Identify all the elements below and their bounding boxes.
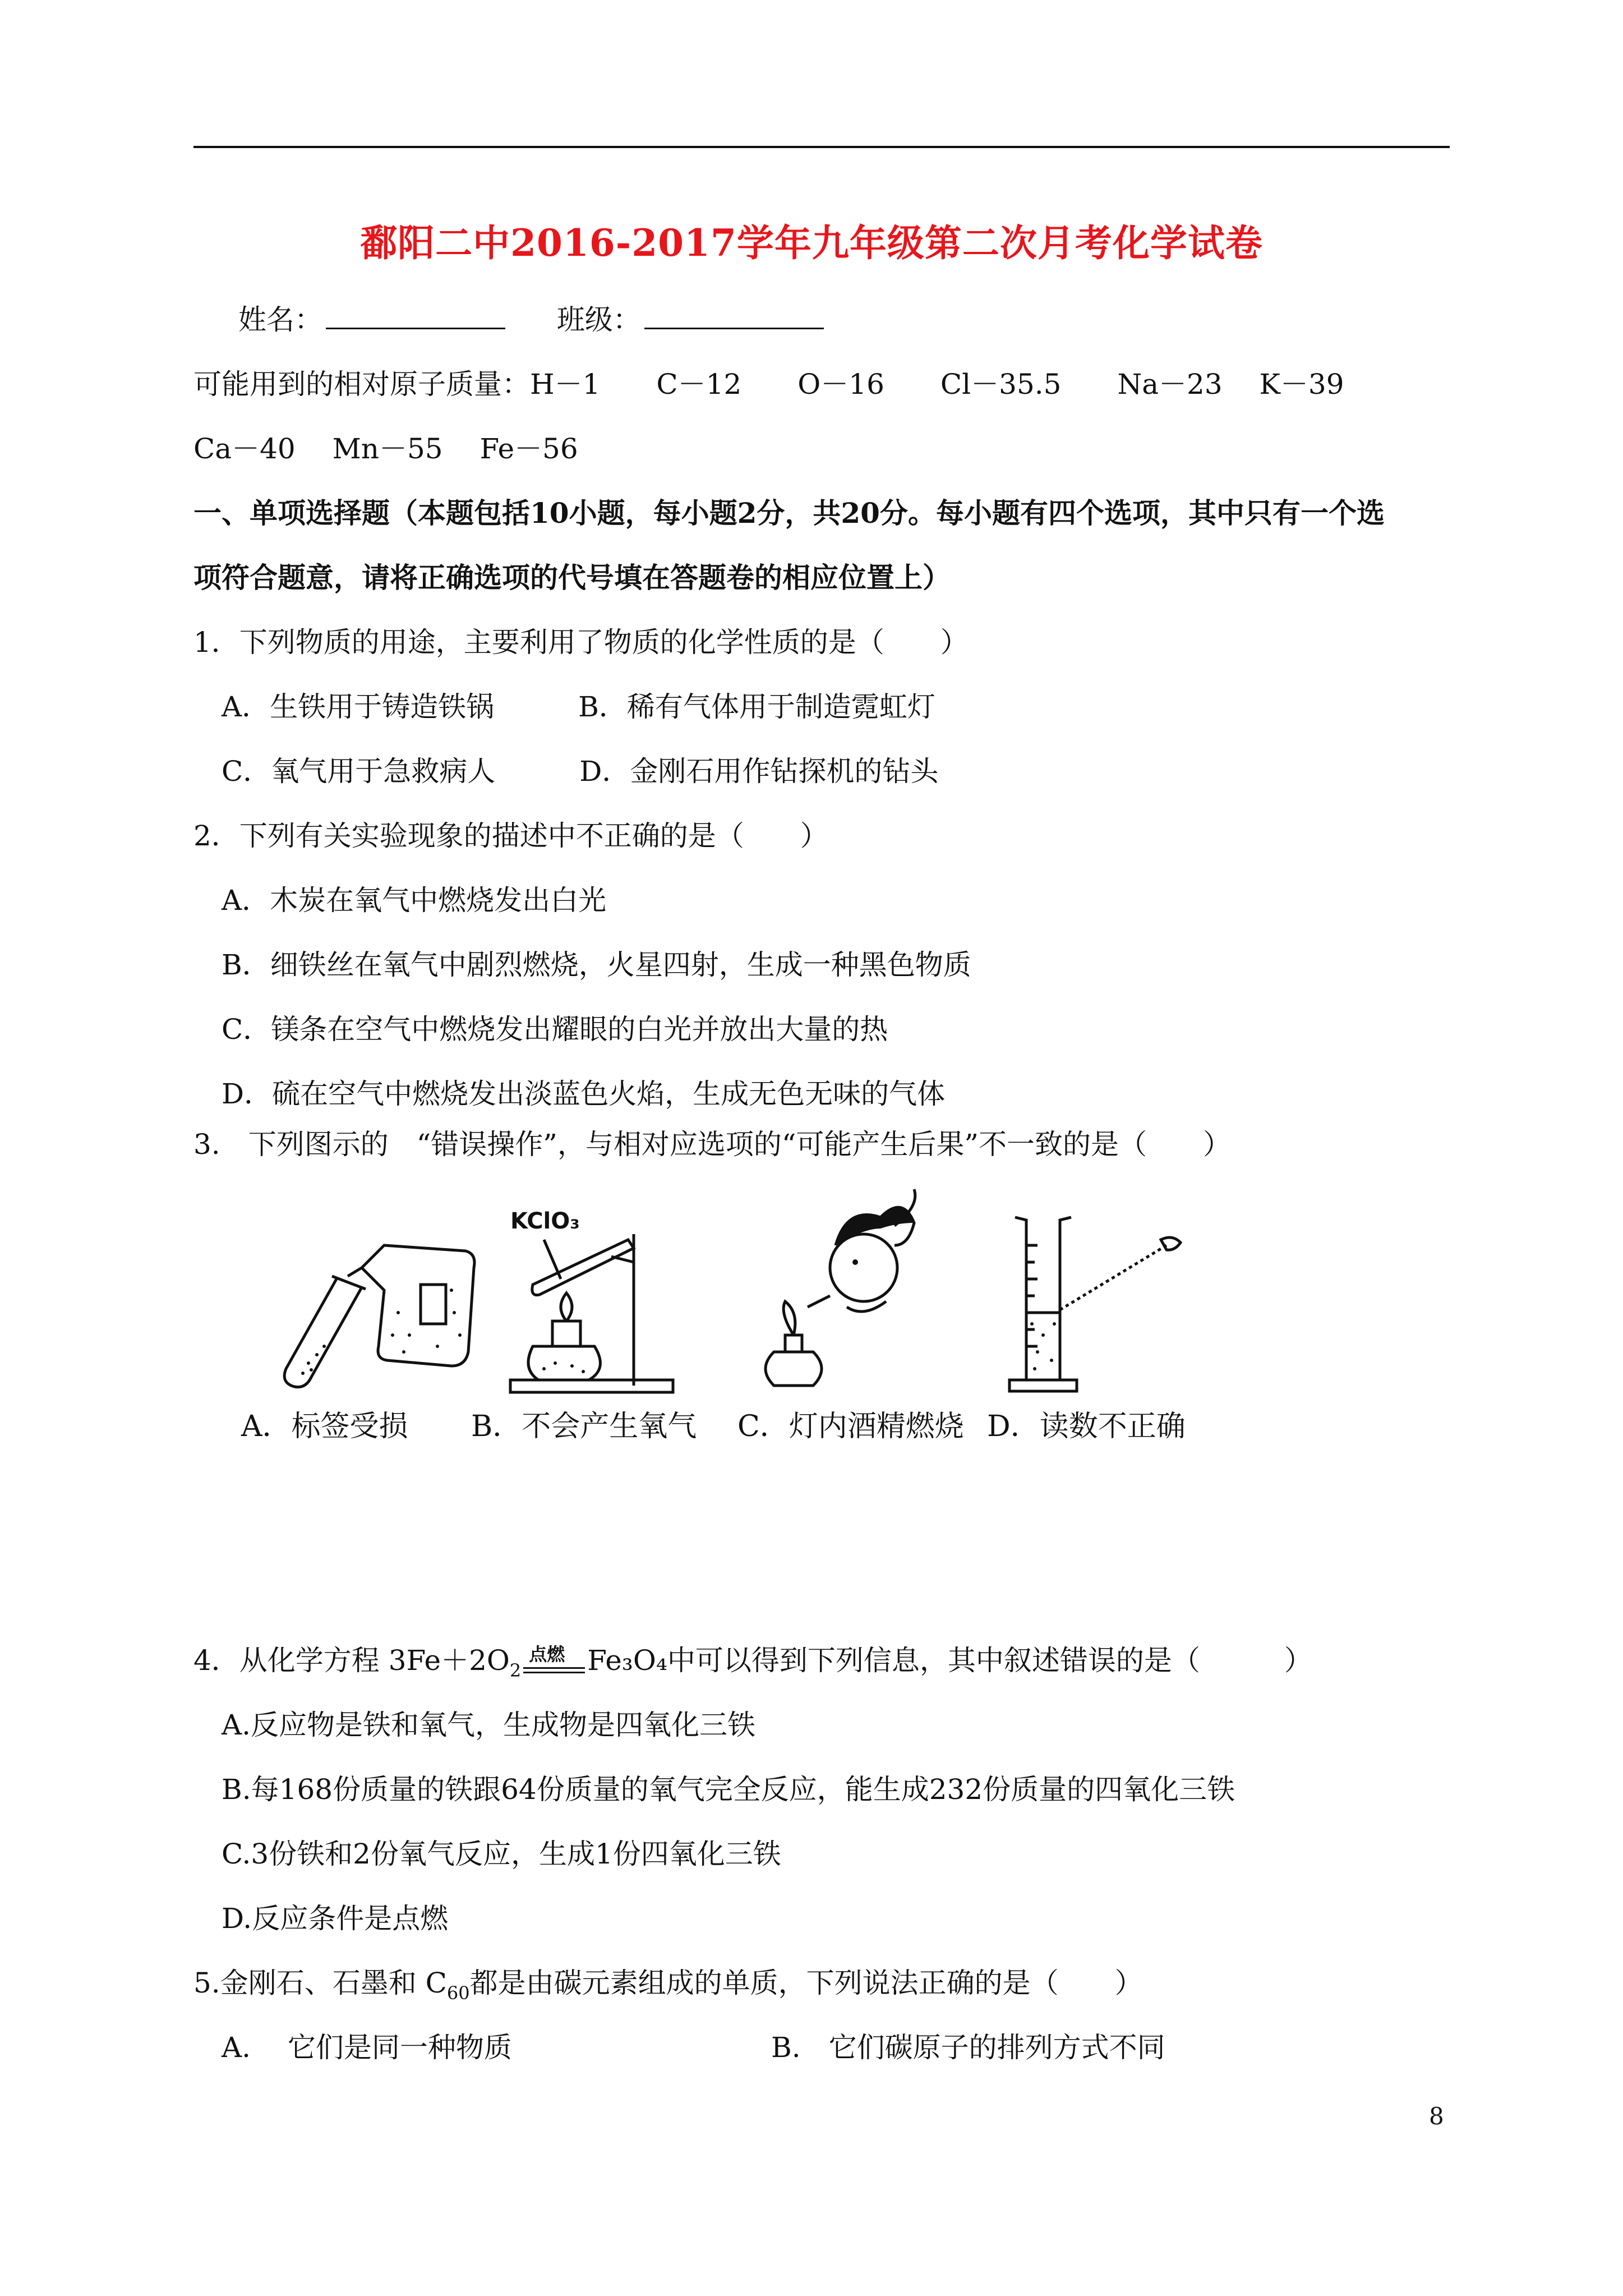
page-number: 8 [1429, 2102, 1444, 2130]
q3-label-b: B．不会产生氧气 [471, 1410, 697, 1443]
figure-c-blowing-lamp [751, 1172, 931, 1397]
atomic-mass-line-1: 可能用到的相对原子质量：H－1 C－12 O－16 Cl－35.5 Na－23 K－39 [193, 368, 1344, 401]
header-rule [193, 146, 1450, 148]
q1-stem: 1．下列物质的用途，主要利用了物质的化学性质的是（ ） [193, 626, 969, 659]
q4-option-a: A.反应物是铁和氧气，生成物是四氧化三铁 [222, 1709, 756, 1741]
exam-title: 鄱阳二中2016-2017学年九年级第二次月考化学试卷 [360, 221, 1263, 265]
q5-stem [193, 1961, 1143, 2004]
q4-stem-pre: 4．从化学方程 3Fe＋2O [193, 1644, 510, 1677]
q4-condition-text: 点燃 [529, 1644, 565, 1665]
q1-options-cd: C．氧气用于急救病人 D．金刚石用作钻探机的钻头 [222, 755, 939, 788]
q5-option-a: A. 它们是同一种物质 [222, 2031, 512, 2064]
class-blank[interactable] [644, 303, 824, 329]
q1-options-ab: A．生铁用于铸造铁锅 B．稀有气体用于制造霓虹灯 [222, 691, 935, 723]
q5-stem-post: 都是由碳元素组成的单质，下列说法正确的是（ ） [469, 1967, 1143, 1999]
q2-option-a: A．木炭在氧气中燃烧发出白光 [222, 884, 607, 917]
q5-stem-sub: 60 [446, 1982, 470, 2004]
figure-b-formula: KClO₃ [510, 1208, 580, 1234]
section-header-line-1: 一、单项选择题（本题包括10小题，每小题2分，共20分。每小题有四个选项，其中只有一个选 [193, 496, 1385, 530]
figure-a-pouring-liquid [269, 1223, 494, 1391]
figure-b-heating-apparatus [499, 1200, 690, 1402]
q4-product: Fe₃O₄ [587, 1644, 667, 1677]
q4-option-b: B.每168份质量的铁跟64份质量的氧气完全反应，能生成232份质量的四氧化三铁 [222, 1773, 1235, 1806]
q4-condition [523, 1645, 585, 1678]
q4-option-d: D.反应条件是点燃 [222, 1902, 449, 1935]
q5-stem-pre: 5.金刚石、石墨和 C [193, 1967, 447, 1999]
class-label: 班级： [556, 303, 641, 336]
q2-option-d: D．硫在空气中燃烧发出淡蓝色火焰，生成无色无味的气体 [222, 1078, 946, 1110]
q3-label-d: D．读数不正确 [987, 1410, 1186, 1443]
q4-stem-post: 中可以得到下列信息，其中叙述错误的是（ ） [667, 1644, 1312, 1677]
q2-option-c: C．镁条在空气中燃烧发出耀眼的白光并放出大量的热 [222, 1013, 888, 1046]
q3-stem: 3. 下列图示的 “错误操作”，与相对应选项的“可能产生后果”不一致的是（ ） [193, 1128, 1231, 1161]
q2-stem: 2．下列有关实验现象的描述中不正确的是（ ） [193, 820, 828, 852]
q4-stem [193, 1638, 1312, 1681]
name-blank[interactable] [326, 303, 505, 329]
q4-stem-sub: 2 [509, 1660, 522, 1681]
q4-option-c: C.3份铁和2份氧气反应，生成1份四氧化三铁 [222, 1838, 781, 1870]
q3-label-c: C．灯内酒精燃烧 [737, 1410, 964, 1443]
q2-option-b: B．细铁丝在氧气中剧烈燃烧，火星四射，生成一种黑色物质 [222, 949, 971, 981]
q5-option-b: B. 它们碳原子的排列方式不同 [771, 2031, 1165, 2064]
q3-label-a: A．标签受损 [241, 1410, 408, 1443]
atomic-mass-line-2: Ca－40 Mn－55 Fe－56 [193, 432, 578, 465]
name-label: 姓名： [238, 303, 322, 336]
section-header-line-2: 项符合题意，请将正确选项的代号填在答题卷的相应位置上） [193, 561, 951, 594]
figure-d-graduated-cylinder [1004, 1212, 1189, 1402]
student-info-line [238, 297, 824, 338]
